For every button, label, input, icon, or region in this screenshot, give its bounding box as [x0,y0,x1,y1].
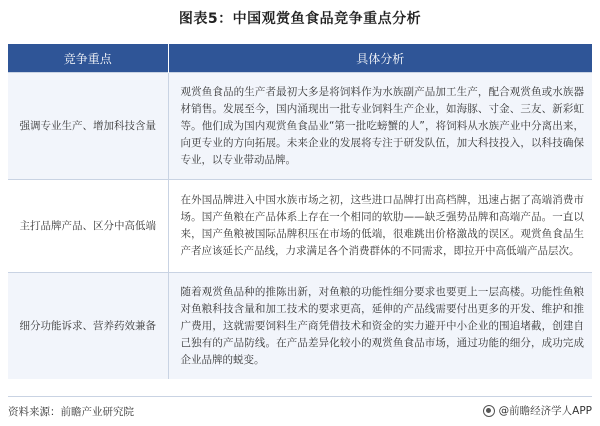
row-analysis-cell: 随着观赏鱼品种的推陈出新，对鱼粮的功能性细分要求也要更上一层高楼。功能性鱼粮对鱼粮科技含量和加工技术的要求更高，延伸的产品线需要付出更多的开发、维护和推广费用，这就需要饲料生产商凭借技术和资金的实力避开中小企业的围追堵截，创建自己独有的产品防线。在产品差异化较小的观赏鱼食品市场，通过功能的细分，成功完成企业品牌的蜕变。 [168,273,592,380]
table-row [8,180,592,273]
analysis-table [8,44,592,379]
table-header-row [8,44,592,73]
row-key-cell: 细分功能诉求、营养药效兼备 [8,273,168,380]
row-analysis-cell: 观赏鱼食品的生产者最初大多是将饲料作为水族副产品加工生产，配合观赏鱼或水族器材销售。发展至今，国内涌现出一批专业饲料生产企业，如海豚、寸金、三友、新彩虹等。他们成为国内观赏鱼食品业“第一批吃螃蟹的人”，将饲料从水族产业中分离出来，向更专业的方向拓展。未来企业的发展将专注于研发队伍，加大科技投入，以科技确保专业，以专业带动品牌。 [168,73,592,180]
brand-text: @前瞻经济学人APP [498,405,592,417]
brand-credit [483,403,592,418]
table-row [8,73,592,180]
column-header-key: 竞争重点 [8,44,168,73]
row-key-cell: 主打品牌产品、区分中高低端 [8,180,168,273]
table-row [8,273,592,380]
table-bottom-divider [8,396,592,397]
data-source: 资料来源：前瞻产业研究院 [8,406,134,418]
column-header-analysis: 具体分析 [168,44,592,73]
row-analysis-cell: 在外国品牌进入中国水族市场之初，这些进口品牌打出高档牌，迅速占据了高端消费市场。国产鱼粮在产品体系上存在一个相同的软肋——缺乏强势品牌和高端产品。一直以来，国产鱼粮被国际品牌积压在市场的低端，很难跳出价格激战的误区。观赏鱼食品生产者应该延长产品线，力求满足各个消费群体的不同需求，即拉开中高低端产品层次。 [168,180,592,273]
brand-logo-icon [483,405,495,417]
chart-title: 图表5：中国观赏鱼食品竞争重点分析 [178,11,422,27]
row-key-cell: 强调专业生产、增加科技含量 [8,73,168,180]
